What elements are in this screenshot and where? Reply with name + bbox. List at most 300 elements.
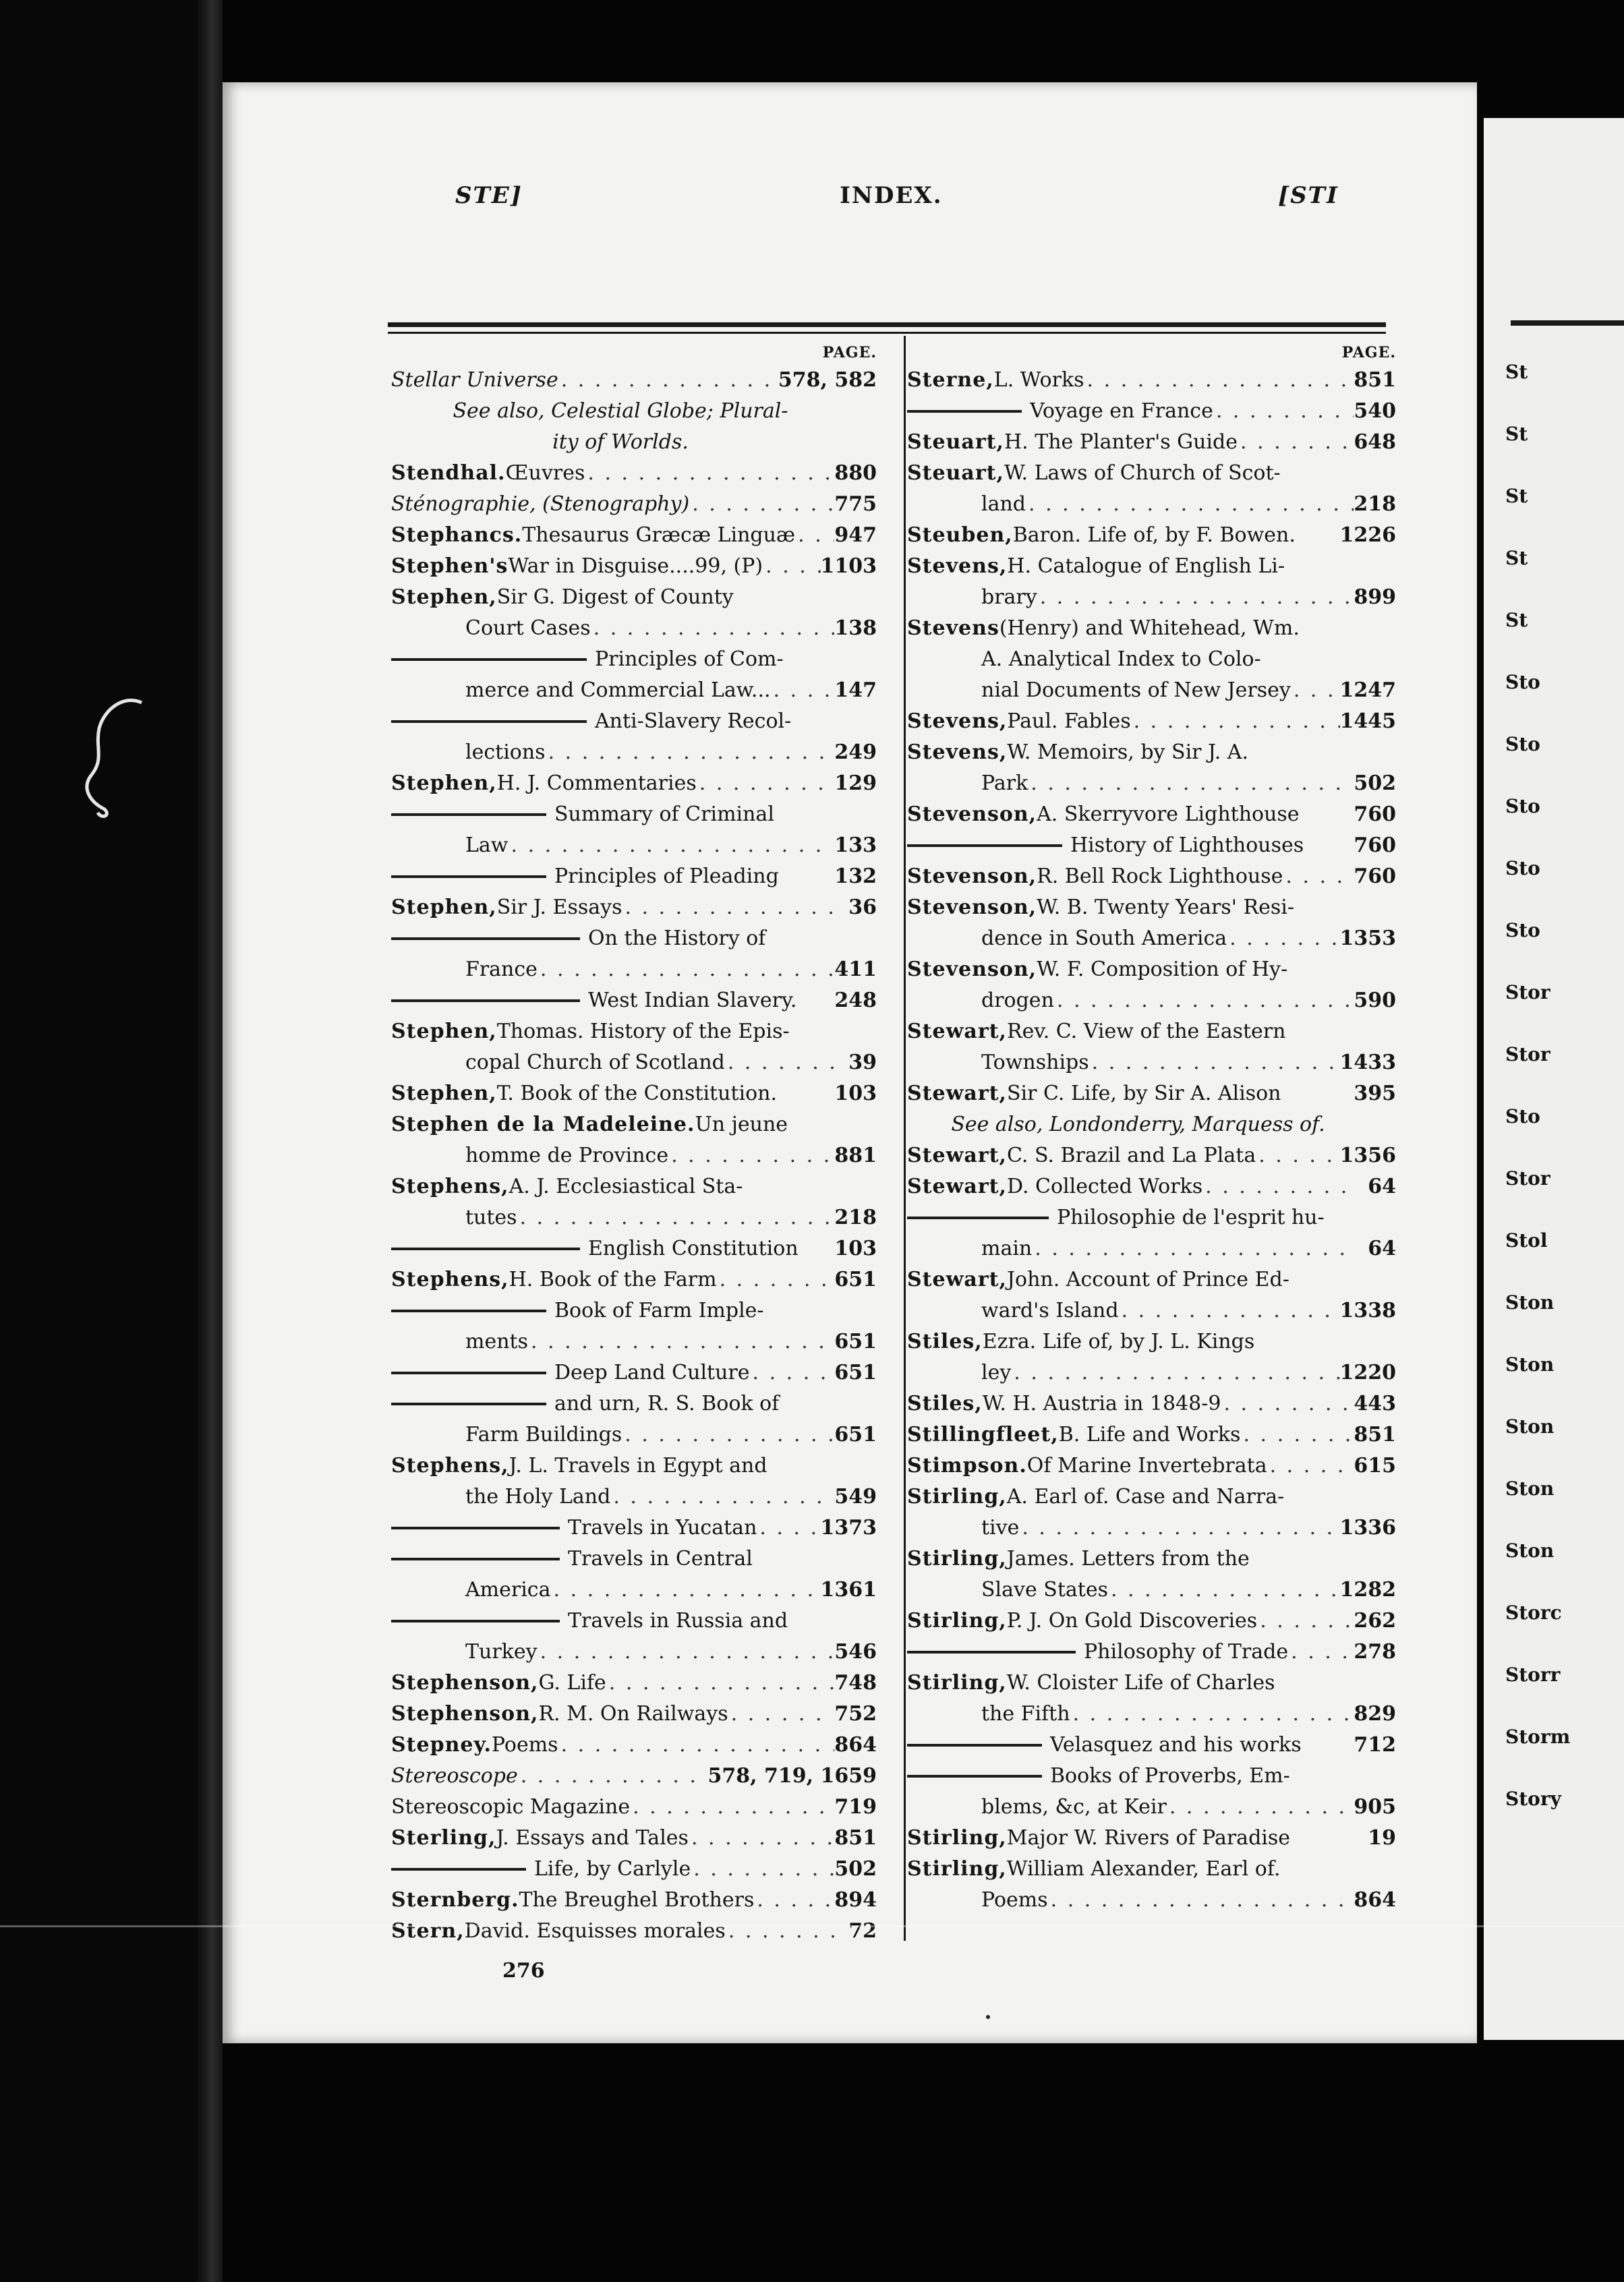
entry-heading: Stillingfleet, xyxy=(907,1423,1059,1446)
entry-title: J. Essays and Tales xyxy=(496,1826,689,1850)
adjacent-entry-stub: Storc xyxy=(1505,1602,1562,1624)
entry-title: P. J. On Gold Discoveries xyxy=(1006,1609,1258,1633)
index-entry xyxy=(391,1606,877,1637)
entry-heading: Stephen's xyxy=(391,554,509,578)
index-entry xyxy=(907,861,1396,892)
page-reference: 1282 xyxy=(1339,1578,1396,1602)
entry-title: Stereoscopic Magazine xyxy=(391,1795,631,1819)
page-reference xyxy=(1356,1668,1396,1699)
page-reference: 1361 xyxy=(820,1578,877,1602)
ditto-rule xyxy=(391,1527,560,1529)
leader-dots xyxy=(1256,1140,1339,1171)
index-entry xyxy=(391,675,877,706)
cross-reference: ity of Worlds. xyxy=(552,430,689,454)
leader-dots xyxy=(668,1140,834,1171)
leader-dots xyxy=(725,1047,836,1078)
page-reference: 1338 xyxy=(1339,1299,1396,1322)
index-entry xyxy=(907,458,1396,489)
index-entry xyxy=(391,1730,877,1761)
leader-dots xyxy=(1281,1078,1354,1109)
ditto-rule xyxy=(391,1248,580,1250)
entry-title: Turkey xyxy=(465,1640,538,1664)
leader-dots xyxy=(791,706,836,737)
leader-dots xyxy=(1048,1885,1354,1916)
leader-dots xyxy=(743,1171,836,1202)
index-entry xyxy=(907,1730,1396,1761)
page-reference: 132 xyxy=(834,865,877,888)
entry-title: land xyxy=(981,492,1026,516)
page-reference xyxy=(836,644,877,675)
leader-dots xyxy=(1287,954,1356,985)
leader-dots xyxy=(1267,1451,1354,1482)
entry-title: copal Church of Scotland xyxy=(465,1051,725,1074)
leader-dots xyxy=(1084,365,1354,396)
running-head-right: [STI xyxy=(1278,182,1339,209)
index-entry xyxy=(391,1047,877,1078)
entry-title: Court Cases xyxy=(465,616,591,640)
entry-title: drogen xyxy=(981,989,1054,1012)
page-reference: 147 xyxy=(834,678,877,702)
scan-artifact-line xyxy=(0,1925,1624,1927)
index-entry xyxy=(391,799,877,830)
entry-heading: Stirling, xyxy=(907,1826,1007,1850)
leader-dots xyxy=(1296,520,1340,551)
adjacent-entry-stub: St xyxy=(1505,423,1528,445)
leader-dots xyxy=(689,1823,834,1854)
adjacent-entry-stub: Sto xyxy=(1505,1105,1540,1128)
page-reference xyxy=(1356,1326,1396,1357)
leader-dots xyxy=(777,1078,834,1109)
entry-title: ley xyxy=(981,1361,1012,1384)
entry-heading: Stevenson, xyxy=(907,802,1037,826)
leader-dots xyxy=(1248,737,1356,768)
entry-title: W. H. Austria in 1848-9 xyxy=(982,1392,1221,1415)
leader-dots xyxy=(622,892,836,923)
entry-title: (Henry) and Whitehead, Wm. xyxy=(999,616,1300,640)
index-entry xyxy=(907,1761,1396,1792)
leader-dots xyxy=(1213,396,1354,427)
entry-heading: Stephancs. xyxy=(391,523,523,547)
ditto-rule xyxy=(391,1403,546,1405)
leader-dots xyxy=(517,1202,835,1233)
leader-dots xyxy=(1290,1761,1356,1792)
index-entry xyxy=(907,1823,1396,1854)
leader-dots xyxy=(689,489,834,520)
index-entry xyxy=(391,551,877,582)
leader-dots xyxy=(788,1109,836,1140)
entry-title: Sir J. Essays xyxy=(496,896,622,919)
entry-title: Sir C. Life, by Sir A. Alison xyxy=(1006,1082,1281,1105)
page-reference xyxy=(1356,613,1396,644)
page-column-label: PAGE. xyxy=(1341,344,1396,361)
page-reference: 1373 xyxy=(820,1516,877,1540)
entry-heading: Stephenson, xyxy=(391,1671,539,1695)
leader-dots xyxy=(1028,768,1354,799)
entry-title: France xyxy=(465,958,538,981)
entry-title: W. F. Composition of Hy- xyxy=(1037,958,1288,981)
entry-heading: Stepney. xyxy=(391,1733,492,1757)
leader-dots xyxy=(767,1451,836,1482)
entry-title: Principles of Pleading xyxy=(554,865,779,888)
entry-title: L. Works xyxy=(993,368,1084,392)
ditto-rule xyxy=(391,875,546,878)
ditto-rule xyxy=(391,1372,546,1374)
page-reference: 103 xyxy=(834,1237,877,1260)
entry-title: Un jeune xyxy=(695,1113,788,1136)
page-reference: 1433 xyxy=(1339,1051,1396,1074)
page-reference: 546 xyxy=(834,1640,877,1664)
page-reference xyxy=(836,1544,877,1575)
adjacent-entry-stub: Stor xyxy=(1505,981,1550,1003)
leader-dots xyxy=(1275,1668,1356,1699)
page-reference xyxy=(836,1109,877,1140)
entry-title: Travels in Russia and xyxy=(568,1609,788,1633)
page-reference: 851 xyxy=(1354,368,1396,392)
index-entry xyxy=(391,1451,877,1482)
ditto-rule xyxy=(907,1775,1042,1778)
entry-heading: Steuart, xyxy=(907,430,1004,454)
leader-dots xyxy=(1131,706,1340,737)
page-reference: 72 xyxy=(848,1919,877,1943)
leader-dots xyxy=(788,1606,836,1637)
page-reference: 851 xyxy=(834,1826,877,1850)
entry-heading: Stevens, xyxy=(907,554,1008,578)
leader-dots xyxy=(1283,861,1354,892)
entry-heading: Stephens, xyxy=(391,1454,509,1478)
index-entry xyxy=(907,1668,1396,1699)
page-reference: 719 xyxy=(834,1795,877,1819)
entry-heading: Stirling, xyxy=(907,1609,1007,1633)
entry-title: Summary of Criminal xyxy=(554,802,774,826)
index-entry xyxy=(391,954,877,985)
entry-heading: Stephenson, xyxy=(391,1702,539,1726)
entry-title: homme de Province xyxy=(465,1144,669,1167)
entry-title: the Fifth xyxy=(981,1702,1070,1726)
header-rule xyxy=(388,322,1386,327)
leader-dots xyxy=(1325,1202,1356,1233)
handwritten-mark xyxy=(78,695,152,823)
leader-dots xyxy=(630,1792,834,1823)
index-entry xyxy=(907,582,1396,613)
leader-dots xyxy=(1119,1295,1340,1326)
entry-title: West Indian Slavery. xyxy=(588,989,797,1012)
index-entry xyxy=(391,1233,877,1264)
page-reference: 549 xyxy=(834,1485,877,1509)
page-reference: 129 xyxy=(834,771,877,795)
entry-title: tutes xyxy=(465,1206,517,1229)
page-reference: 39 xyxy=(848,1051,877,1074)
leader-dots xyxy=(796,985,834,1016)
leader-dots xyxy=(606,1668,835,1699)
adjacent-entry-stub: Sto xyxy=(1505,733,1540,755)
index-entry xyxy=(391,458,877,489)
page-reference: 578, 582 xyxy=(778,368,877,392)
entry-title: Principles of Com- xyxy=(595,647,784,671)
leader-dots xyxy=(1026,489,1354,520)
page-reference: 249 xyxy=(834,740,877,764)
entry-heading: Stewart, xyxy=(907,1144,1007,1167)
entry-title: main xyxy=(981,1237,1033,1260)
index-entry xyxy=(391,520,877,551)
leader-dots xyxy=(622,1420,834,1451)
entry-title: Travels in Yucatan xyxy=(568,1516,757,1540)
index-entry xyxy=(391,1761,877,1792)
adjacent-page-rule xyxy=(1511,320,1624,326)
entry-heading: Stewart, xyxy=(907,1082,1007,1105)
leader-dots xyxy=(610,1482,834,1513)
index-entry xyxy=(907,954,1396,985)
index-entry xyxy=(391,1792,877,1823)
page-reference: 881 xyxy=(834,1144,877,1167)
leader-dots xyxy=(764,1295,836,1326)
leader-dots xyxy=(753,1544,836,1575)
entry-title: The Breughel Brothers xyxy=(519,1888,755,1912)
page-reference: 278 xyxy=(1354,1640,1396,1664)
entry-title: the Holy Land xyxy=(465,1485,611,1509)
entry-title: Law xyxy=(465,833,509,857)
index-entry xyxy=(391,1016,877,1047)
entry-heading: Stephen, xyxy=(391,896,497,919)
index-entry xyxy=(391,1482,877,1513)
scanner-background xyxy=(0,0,223,2282)
index-entry xyxy=(907,1575,1396,1606)
index-entry xyxy=(391,1885,877,1916)
index-entry xyxy=(391,1078,877,1109)
page-reference: 947 xyxy=(834,523,877,547)
index-entry xyxy=(907,365,1396,396)
leader-dots xyxy=(757,1513,820,1544)
leader-dots xyxy=(1221,1388,1354,1420)
entry-heading: Stendhal. xyxy=(391,461,506,485)
leader-dots xyxy=(1294,892,1356,923)
page-reference: 760 xyxy=(1354,865,1396,888)
leader-dots xyxy=(1284,1482,1356,1513)
entry-heading: Stephen, xyxy=(391,1020,497,1043)
index-entry xyxy=(391,365,877,396)
entry-title: R. Bell Rock Lighthouse xyxy=(1037,865,1283,888)
index-entry xyxy=(391,923,877,954)
entry-title: James. Letters from the xyxy=(1006,1547,1250,1571)
leader-dots xyxy=(784,644,836,675)
page-reference xyxy=(1356,1202,1396,1233)
page-reference: 880 xyxy=(834,461,877,485)
leader-dots xyxy=(1261,644,1356,675)
index-entry xyxy=(907,1451,1396,1482)
index-entry xyxy=(907,892,1396,923)
page-reference: 712 xyxy=(1354,1733,1396,1757)
adjacent-entry-stub: Ston xyxy=(1505,1540,1555,1562)
page-reference: 578, 719, 1659 xyxy=(707,1764,877,1788)
index-entry xyxy=(391,1326,877,1357)
entry-title: A. Analytical Index to Colo- xyxy=(981,647,1261,671)
leader-dots xyxy=(1281,458,1356,489)
entry-title: Philosophie de l'esprit hu- xyxy=(1057,1206,1325,1229)
page-reference xyxy=(1356,458,1396,489)
page-reference xyxy=(1356,1544,1396,1575)
leader-dots xyxy=(551,1575,821,1606)
page-reference: 760 xyxy=(1354,833,1396,857)
book-gutter xyxy=(197,0,223,2282)
entry-title: Books of Proverbs, Em- xyxy=(1050,1764,1290,1788)
leader-dots xyxy=(774,799,836,830)
index-entry xyxy=(907,427,1396,458)
entry-title: Sir G. Digest of County xyxy=(496,585,734,609)
entry-title: C. S. Brazil and La Plata xyxy=(1006,1144,1256,1167)
entry-title: America xyxy=(465,1578,551,1602)
page-reference xyxy=(1356,551,1396,582)
entry-title: blems, &c, at Keir xyxy=(981,1795,1167,1819)
leader-dots xyxy=(518,1761,708,1792)
entry-title: Velasquez and his works xyxy=(1050,1733,1302,1757)
adjacent-entry-stub: St xyxy=(1505,485,1528,507)
leader-dots xyxy=(790,1016,836,1047)
page-reference: 248 xyxy=(834,989,877,1012)
page-reference: 218 xyxy=(1354,492,1396,516)
entry-title: Thesaurus Græcæ Linguæ xyxy=(522,523,796,547)
index-entry xyxy=(907,923,1396,954)
leader-dots xyxy=(1291,675,1340,706)
leader-dots xyxy=(1285,551,1356,582)
cross-reference: See also, Londonderry, Marquess of. xyxy=(951,1113,1325,1136)
index-entry xyxy=(391,1668,877,1699)
ditto-rule xyxy=(391,1558,560,1560)
ditto-rule xyxy=(907,1217,1049,1219)
leader-dots xyxy=(1108,1575,1340,1606)
entry-heading: Sterling, xyxy=(391,1826,496,1850)
entry-heading: Stewart, xyxy=(907,1175,1007,1198)
entry-heading: Stephens, xyxy=(391,1175,509,1198)
ditto-rule xyxy=(907,844,1062,847)
page-reference xyxy=(836,1171,877,1202)
page-reference: 411 xyxy=(834,958,877,981)
page-reference xyxy=(1356,1761,1396,1792)
page-reference: 103 xyxy=(834,1082,877,1105)
leader-dots xyxy=(795,520,834,551)
ditto-rule xyxy=(391,813,546,816)
cross-reference: See also, Celestial Globe; Plural- xyxy=(453,399,788,423)
index-entry xyxy=(391,1513,877,1544)
entry-heading: Stiles, xyxy=(907,1330,983,1353)
entry-title: Major W. Rivers of Paradise xyxy=(1006,1826,1291,1850)
entry-title: G. Life xyxy=(538,1671,606,1695)
page-reference: 218 xyxy=(834,1206,877,1229)
page-reference: 1226 xyxy=(1339,523,1396,547)
page-reference: 1220 xyxy=(1339,1361,1396,1384)
leader-dots xyxy=(528,1326,834,1357)
leader-dots xyxy=(1054,985,1354,1016)
entry-title: Townships xyxy=(981,1051,1089,1074)
ditto-rule xyxy=(907,1744,1042,1747)
page-reference: 760 xyxy=(1354,802,1396,826)
entry-heading: Stimpson. xyxy=(907,1454,1027,1478)
entry-title: H. J. Commentaries xyxy=(496,771,697,795)
entry-title: W. Cloister Life of Charles xyxy=(1006,1671,1275,1695)
entry-title: Stereoscope xyxy=(391,1764,518,1788)
entry-heading: Stevens, xyxy=(907,740,1008,764)
page-reference: 864 xyxy=(834,1733,877,1757)
leader-dots xyxy=(1167,1792,1354,1823)
adjacent-entry-stub: Sto xyxy=(1505,795,1540,817)
page-reference: 748 xyxy=(834,1671,877,1695)
entry-title: Thomas. History of the Epis- xyxy=(496,1020,790,1043)
index-entry xyxy=(391,1637,877,1668)
index-entry xyxy=(391,861,877,892)
index-entry xyxy=(391,427,877,458)
leader-dots xyxy=(1300,613,1356,644)
entry-title: Stellar Universe xyxy=(391,368,558,392)
ditto-rule xyxy=(907,410,1022,413)
index-entry xyxy=(391,830,877,861)
index-entry xyxy=(391,1420,877,1451)
entry-heading: Steuben, xyxy=(907,523,1013,547)
index-entry xyxy=(391,396,877,427)
index-entry xyxy=(391,1388,877,1420)
entry-heading: Stirling, xyxy=(907,1547,1007,1571)
entry-heading: Stevens, xyxy=(907,709,1008,733)
adjacent-entry-stub: Storm xyxy=(1505,1726,1571,1748)
index-entry xyxy=(391,1357,877,1388)
page-reference xyxy=(1356,737,1396,768)
ditto-rule xyxy=(391,658,587,661)
page-reference xyxy=(1356,644,1396,675)
page-reference: 905 xyxy=(1354,1795,1396,1819)
index-entry xyxy=(907,1420,1396,1451)
entry-title: Park xyxy=(981,771,1028,795)
entry-heading: Stirling, xyxy=(907,1485,1007,1509)
index-entry xyxy=(907,706,1396,737)
entry-title: lections xyxy=(465,740,546,764)
page-reference xyxy=(836,1016,877,1047)
leader-dots xyxy=(1280,1854,1356,1885)
entry-heading: Sterne, xyxy=(907,368,994,392)
page-reference: 899 xyxy=(1354,585,1396,609)
index-entry xyxy=(907,768,1396,799)
leader-dots xyxy=(1032,1233,1356,1264)
page-reference: 443 xyxy=(1354,1392,1396,1415)
page-reference: 1247 xyxy=(1339,678,1396,702)
leader-dots xyxy=(763,551,820,582)
page-reference xyxy=(1356,1854,1396,1885)
ditto-rule xyxy=(391,1868,526,1871)
running-head-left: STE] xyxy=(455,182,523,209)
adjacent-entry-stub: Storr xyxy=(1505,1664,1561,1686)
page-column-label: PAGE. xyxy=(822,344,877,361)
page-reference: 648 xyxy=(1354,430,1396,454)
page-reference: 651 xyxy=(834,1330,877,1353)
entry-title: History of Lighthouses xyxy=(1070,833,1304,857)
index-entry xyxy=(391,985,877,1016)
entry-title: Œuvres xyxy=(505,461,585,485)
index-entry xyxy=(907,1171,1396,1202)
index-entry xyxy=(907,1109,1396,1140)
entry-title: D. Collected Works xyxy=(1006,1175,1203,1198)
entry-title: brary xyxy=(981,585,1037,609)
leader-dots xyxy=(538,1637,835,1668)
page-reference: 651 xyxy=(834,1423,877,1446)
index-entry xyxy=(907,737,1396,768)
page-reference xyxy=(836,1451,877,1482)
index-entry xyxy=(391,1264,877,1295)
column-divider xyxy=(904,336,906,1941)
page-reference: 395 xyxy=(1354,1082,1396,1105)
index-entry xyxy=(907,1482,1396,1513)
entry-heading: Stephen, xyxy=(391,585,497,609)
entry-title: W. Memoirs, by Sir J. A. xyxy=(1007,740,1249,764)
index-entry xyxy=(391,737,877,768)
leader-dots xyxy=(591,613,835,644)
running-head-title: INDEX. xyxy=(840,182,943,209)
adjacent-entry-stub: St xyxy=(1505,547,1528,569)
